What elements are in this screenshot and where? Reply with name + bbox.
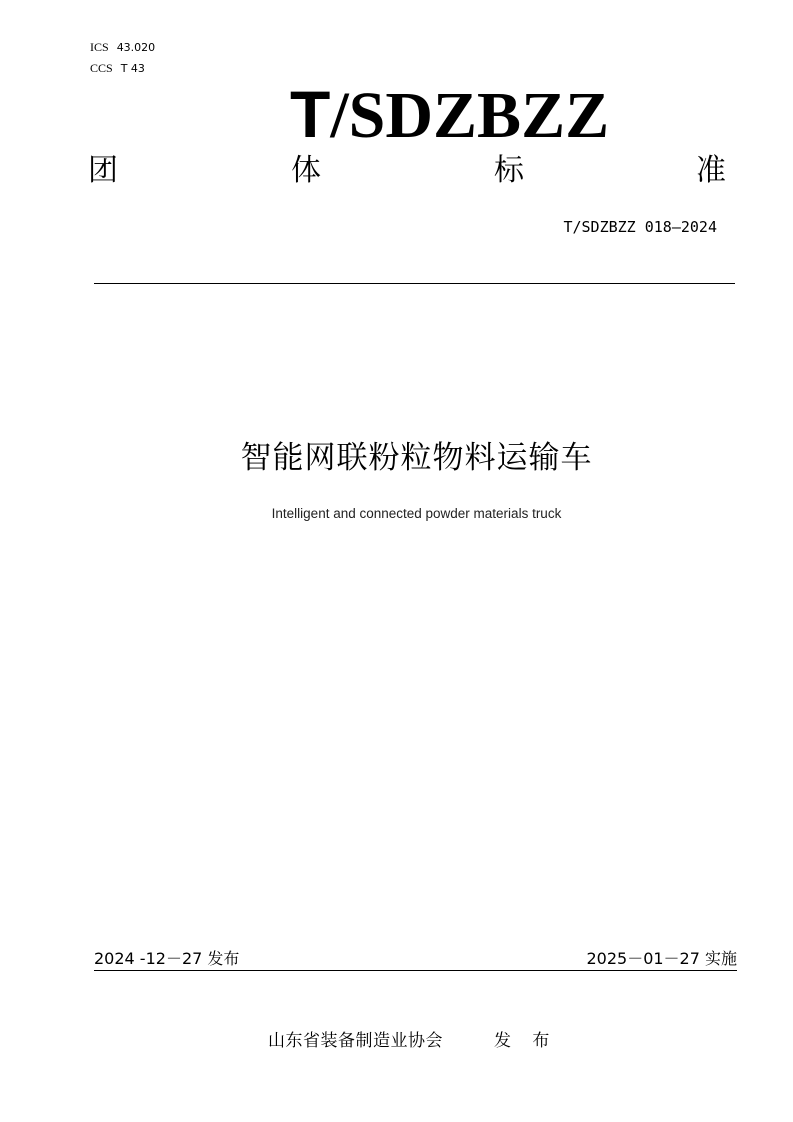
document-title-english: Intelligent and connected powder materials truck xyxy=(271,506,562,521)
document-title: 智能网联粉粒物料运输车 xyxy=(240,440,593,476)
ics-code: 43.020 xyxy=(116,41,156,54)
standard-number: T/SDZBZZ 018—2024 xyxy=(563,218,717,236)
ics-line xyxy=(90,40,155,55)
publish-label: 发 布 xyxy=(494,1031,558,1051)
footer-divider xyxy=(94,970,737,971)
ics-label: ICS xyxy=(90,40,109,54)
header-divider xyxy=(94,283,735,284)
standard-type-char-1: 团 xyxy=(88,153,118,188)
standard-logo xyxy=(290,77,690,152)
standard-type-char-2: 体 xyxy=(291,153,321,188)
standard-type-char-4: 准 xyxy=(696,153,726,188)
issue-date: 2024 -12－27 发布 xyxy=(94,949,240,968)
logo-prefix: T xyxy=(290,77,331,151)
implement-date: 2025－01－27 实施 xyxy=(586,949,737,968)
standard-type-char-3: 标 xyxy=(494,153,524,188)
logo-rest: /SDZBZZ xyxy=(330,79,610,152)
ccs-label: CCS xyxy=(90,61,113,75)
publisher-name: 山东省装备制造业协会 xyxy=(268,1031,443,1051)
ccs-line xyxy=(90,61,145,76)
ccs-code: T 43 xyxy=(120,62,145,75)
